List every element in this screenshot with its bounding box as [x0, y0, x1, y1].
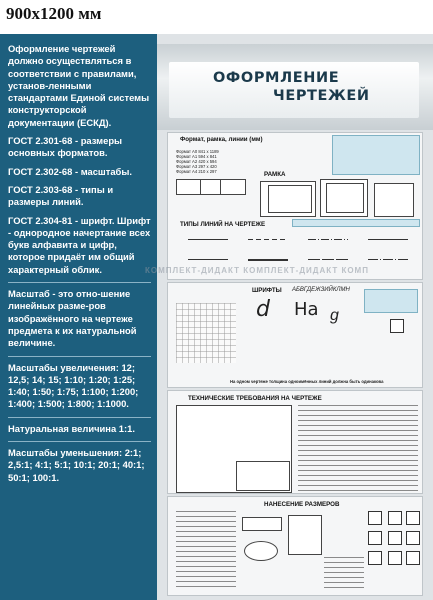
symbol-box: [368, 531, 382, 545]
fonts-panel: [167, 282, 423, 388]
symbol-box: [406, 551, 420, 565]
dash-line-sample: [248, 239, 288, 240]
divider: [8, 356, 151, 357]
intro-paragraph: Оформление чертежей должно осуществляться в соответствии с правилами, установ-ленными стандартами Единой системы конструкторской документации (ЕСКД).: [8, 43, 150, 128]
symbol-box: [388, 511, 402, 525]
dimension-sample: [244, 541, 278, 561]
break-line-sample: [308, 259, 348, 260]
gost-2-303: ГОСТ 2.303-68 - типы и размеры линий.: [8, 183, 114, 208]
poster: [0, 34, 433, 600]
title-band: [157, 44, 433, 130]
sheet-illustration: [176, 179, 201, 195]
watermark: КОМПЛЕКТ-ДИДАКТ КОМПЛЕКТ-ДИДАКТ КОМП: [145, 266, 369, 275]
frame-sheet-a-inner: [268, 185, 312, 213]
symbol-box: [406, 511, 420, 525]
natural-size: Натуральная величина 1:1.: [8, 422, 135, 434]
right-content-area: [145, 34, 433, 600]
dimensions-notes: [324, 557, 364, 591]
grid-illustration: [176, 303, 236, 363]
formats-panel: [167, 132, 423, 280]
frame-sheet-b-inner: [326, 183, 364, 213]
dashdot-line-sample: [308, 239, 348, 240]
dimensions-text: [176, 511, 236, 591]
solid-line-sample: [188, 239, 228, 240]
fonts-heading: ШРИФТЫ: [252, 287, 282, 294]
dimension-sample: [242, 517, 282, 531]
wavy-line-sample: [368, 239, 408, 240]
title-line-1: ОФОРМЛЕНИЕ: [213, 70, 340, 86]
symbol-box: [368, 511, 382, 525]
title-line-2: ЧЕРТЕЖЕЙ: [273, 88, 370, 104]
symbol-box: [388, 531, 402, 545]
dimensions-heading: НАНЕСЕНИЕ РАЗМЕРОВ: [264, 501, 340, 508]
format-a1: Формат А1 594 x 841: [176, 154, 217, 159]
format-a0: Формат А0 841 x 1189: [176, 149, 219, 154]
gost-2-304: ГОСТ 2.304-81 - шрифт. Шрифт - однородное начертание всех букв алфавита и цифр, которое придаёт им общий характерный облик.: [8, 214, 151, 275]
symbol-box: [368, 551, 382, 565]
scale-definition: Масштаб - это отно-шение линейных разме-ров изображённого на чертеже предмета к их натуральной величине.: [8, 288, 137, 349]
fonts-note: На одном чертеже толщина одноимённых линий должна быть одинакова: [230, 379, 384, 384]
fonts-info-box: [364, 289, 418, 313]
format-a2: Формат А2 420 x 594: [176, 159, 217, 164]
thick-line-sample: [248, 259, 288, 261]
tech-req-text: [298, 405, 418, 491]
frame-heading: РАМКА: [264, 171, 286, 178]
divider: [8, 417, 151, 418]
info-box: [332, 135, 420, 175]
letter-h: Hа: [294, 299, 319, 320]
format-a3: Формат А3 297 x 420: [176, 164, 217, 169]
scales-enlarge: Масштабы увеличения: 12; 12,5; 14; 15; 1:10; 1:20; 1:25; 1:40; 1:50; 1:75; 1:100; 1:200; 1:400; 1:500; 1:800; 1:1000.: [8, 361, 139, 410]
divider: [8, 282, 151, 283]
font-sample: АБВГДЕЖЗИЙКЛМН: [292, 287, 350, 293]
gost-2-302: ГОСТ 2.302-68 - масштабы.: [8, 165, 132, 177]
note-box: [292, 219, 420, 227]
dimension-sample: [288, 515, 322, 555]
formats-heading: Формат, рамка, линии (мм): [180, 136, 263, 143]
size-caption: 900x1200 мм: [6, 4, 102, 23]
symbol-box: [406, 531, 420, 545]
letter-g: g: [330, 307, 339, 324]
thin-line-sample: [188, 259, 228, 260]
dimensions-panel: [167, 496, 423, 596]
title-panel: [169, 62, 419, 118]
line-types-heading: ТИПЫ ЛИНИЙ НА ЧЕРТЕЖЕ: [180, 221, 266, 228]
gost-2-301: ГОСТ 2.301-68 - размеры основных форматов.: [8, 135, 123, 159]
tech-req-panel: [167, 390, 423, 494]
divider: [8, 441, 151, 442]
formats-list: [176, 149, 246, 174]
title-block: [236, 461, 290, 491]
left-text-column: [0, 34, 157, 600]
scales-reduce: Масштабы уменьшения: 2:1; 2,5:1; 4:1; 5:1; 10:1; 20:1; 40:1; 50:1; 100:1.: [8, 447, 145, 483]
letter-d: d: [256, 297, 270, 322]
axis-line-sample: [368, 259, 408, 260]
tech-req-heading: ТЕХНИЧЕСКИЕ ТРЕБОВАНИЯ НА ЧЕРТЕЖЕ: [188, 395, 322, 402]
symbol-box: [390, 319, 404, 333]
frame-sheet-c: [374, 183, 414, 217]
symbol-box: [388, 551, 402, 565]
format-a4: Формат А4 210 x 297: [176, 169, 217, 174]
